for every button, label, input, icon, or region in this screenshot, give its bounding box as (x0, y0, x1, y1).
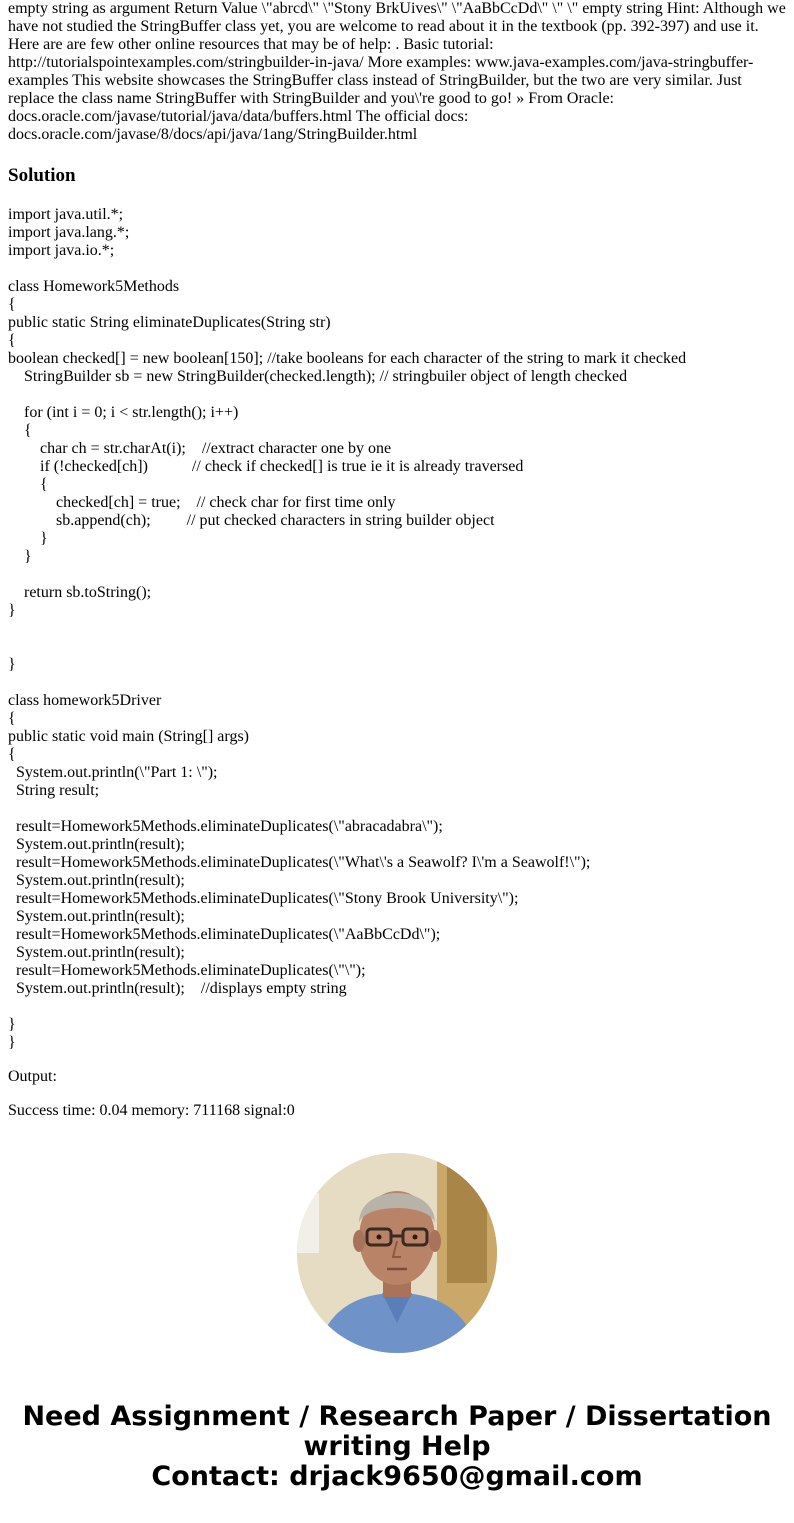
result-line: Success time: 0.04 memory: 711168 signal:0 (8, 1102, 295, 1119)
code-line: result=Homework5Methods.eliminateDuplicates(\"Stony Brook University\"); (8, 890, 519, 907)
code-line: System.out.println(result); (8, 944, 185, 961)
code-block (8, 206, 788, 1052)
code-line (8, 998, 788, 1016)
code-line: } (8, 1034, 16, 1051)
code-line: for (int i = 0; i < str.length(); i++) (8, 404, 239, 421)
author-avatar (297, 1153, 497, 1353)
code-line: } (8, 530, 48, 547)
code-line: return sb.toString(); (8, 584, 152, 601)
code-line (8, 638, 788, 656)
code-line: { (8, 746, 16, 763)
code-line: String result; (8, 782, 100, 799)
code-line: class homework5Driver (8, 692, 162, 709)
code-line: result=Homework5Methods.eliminateDuplicates(\"\"); (8, 962, 366, 979)
code-line: System.out.println(\"Part 1: \"); (8, 764, 218, 781)
code-line (8, 260, 788, 278)
banner-line-2: writing Help (303, 1431, 491, 1462)
code-line (8, 620, 788, 638)
code-line: System.out.println(result); (8, 908, 185, 925)
code-line (8, 566, 788, 584)
code-line: } (8, 656, 16, 673)
banner-line-1: Need Assignment / Research Paper / Dissertation (22, 1401, 772, 1432)
code-line: result=Homework5Methods.eliminateDuplicates(\"What\'s a Seawolf? I\'m a Seawolf!\"); (8, 854, 591, 871)
code-line: import java.lang.*; (8, 224, 130, 241)
article-body (8, 0, 788, 1120)
code-line: { (8, 422, 32, 439)
code-line: if (!checked[ch]) // check if checked[] is true ie it is already traversed (8, 458, 524, 475)
code-line: boolean checked[] = new boolean[150]; //take booleans for each character of the string to mark it checked (8, 350, 687, 367)
contact-banner (0, 1402, 794, 1492)
code-line: public static void main (String[] args) (8, 728, 249, 745)
code-line: checked[ch] = true; // check char for first time only (8, 494, 396, 511)
code-line: sb.append(ch); // put checked characters in string builder object (8, 512, 495, 529)
code-line: System.out.println(result); (8, 872, 185, 889)
code-line: import java.util.*; (8, 206, 124, 223)
code-line: { (8, 710, 16, 727)
code-line (8, 674, 788, 692)
code-line: { (8, 476, 48, 493)
code-line: } (8, 602, 16, 619)
code-line: result=Homework5Methods.eliminateDuplicates(\"abracadabra\"); (8, 818, 443, 835)
code-line: } (8, 1016, 16, 1033)
code-line: class Homework5Methods (8, 278, 180, 295)
code-line: } (8, 548, 32, 565)
output-label: Output: (8, 1068, 57, 1085)
person-photo-icon (297, 1153, 497, 1353)
code-line: { (8, 332, 16, 349)
contact-email: Contact: drjack9650@gmail.com (151, 1461, 643, 1492)
code-line: System.out.println(result); (8, 836, 185, 853)
question-text: empty string as argument Return Value \"abrcd\" \"Stony BrkUives\" \"AaBbCcDd\" \" \" empty string Hint: Although we have not studied the StringBuffer class yet, you are welcome to read about it in the textbook (pp. 392-397) and use it. Here are are few other online resources that may be of help: . Basic tutorial: http://tutorialspointexamples.com/stringbuilder-in-java/ More examples: www.java-examples.com/java-stringbuffer-examples This website showcases the StringBuffer class instead of StringBuilder, but the two are very similar. Just replace the class name StringBuffer with StringBuilder and you\'re good to go! » From Oracle: docs.oracle.com/javase/tutorial/java/data/buffers.html The official docs: docs.oracle.com/javase/8/docs/api/java/1ang/StringBuilder.html (8, 0, 786, 143)
code-line (8, 386, 788, 404)
code-line: { (8, 296, 16, 313)
code-line: System.out.println(result); //displays empty string (8, 980, 347, 997)
code-line: result=Homework5Methods.eliminateDuplicates(\"AaBbCcDd\"); (8, 926, 441, 943)
solution-heading: Solution (8, 165, 76, 186)
code-line: public static String eliminateDuplicates(String str) (8, 314, 331, 331)
code-line: char ch = str.charAt(i); //extract character one by one (8, 440, 392, 457)
code-line: StringBuilder sb = new StringBuilder(checked.length); // stringbuiler object of length checked (8, 368, 628, 385)
code-line (8, 800, 788, 818)
code-line: import java.io.*; (8, 242, 115, 259)
